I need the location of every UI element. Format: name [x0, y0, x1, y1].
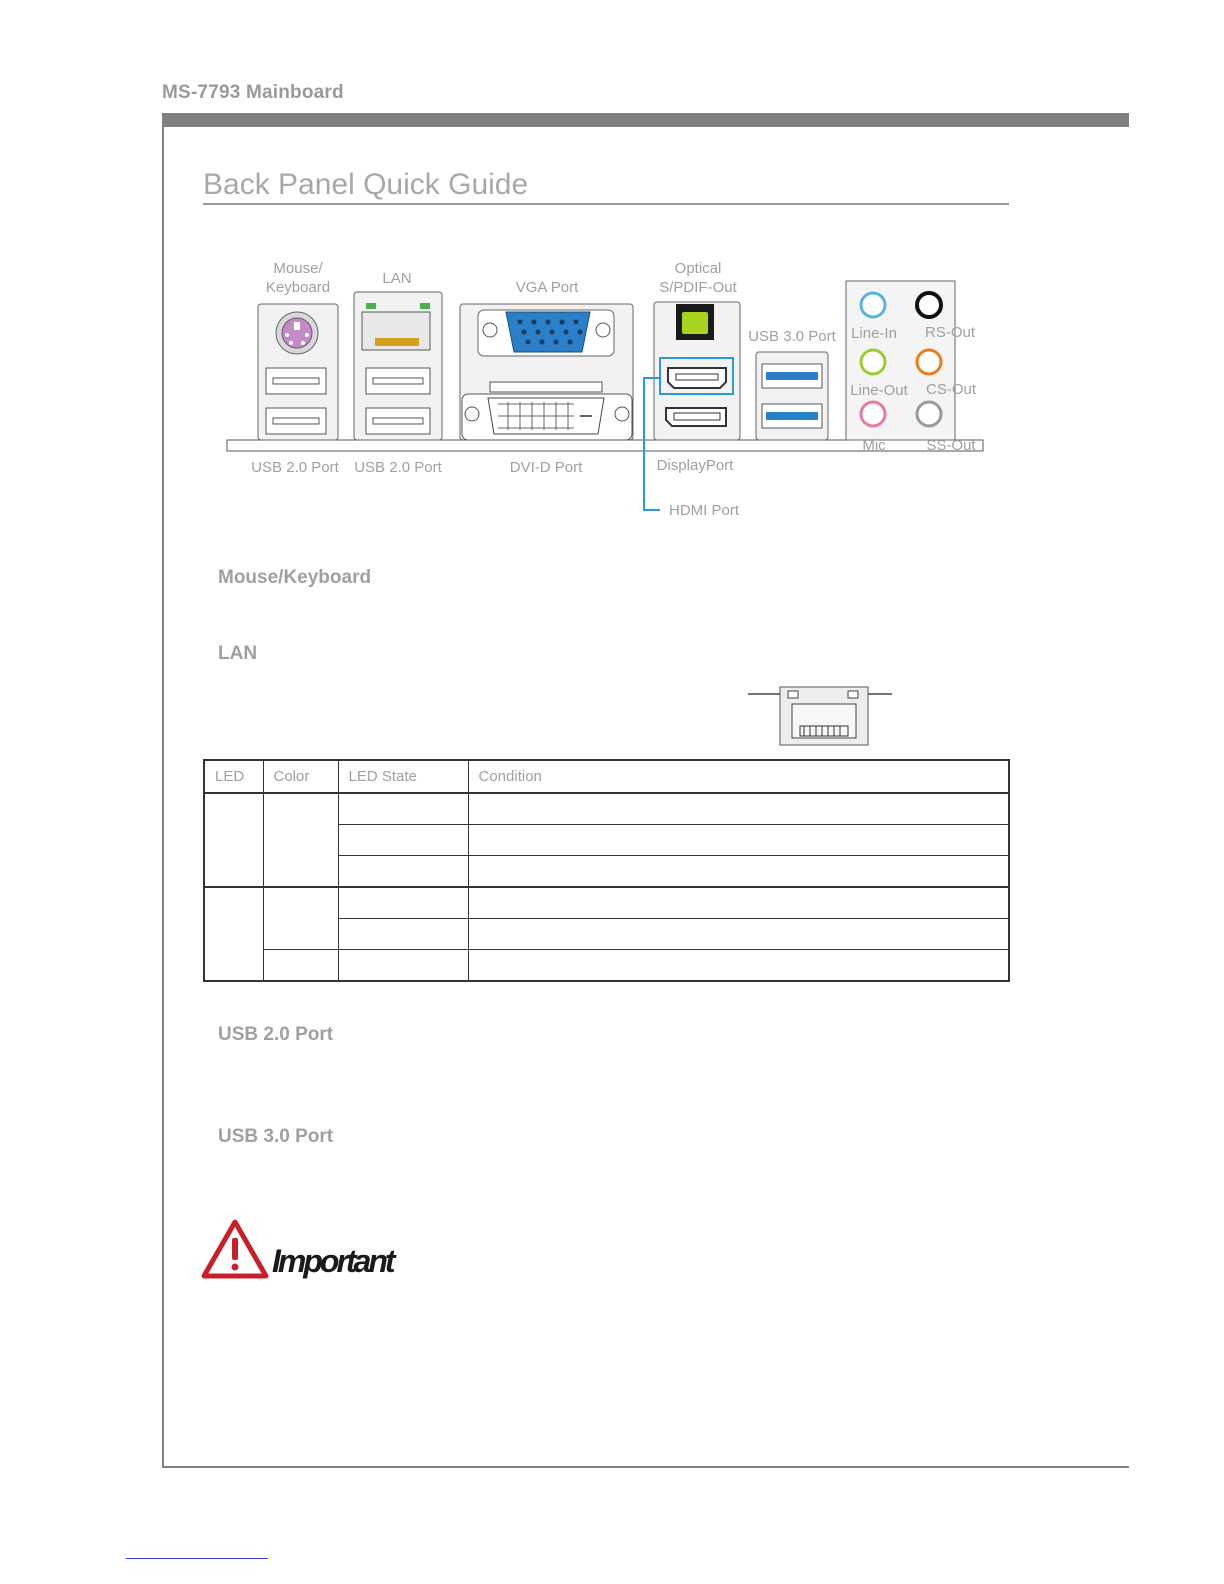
- usb-port: [366, 408, 430, 434]
- table-header-cell: LED State: [338, 760, 468, 793]
- usb20-label: USB 2.0 Port: [251, 459, 339, 476]
- table-cell: [338, 856, 468, 888]
- usb-port: [266, 368, 326, 394]
- hdmi-label: HDMI Port: [668, 502, 739, 519]
- table-header-cell: Condition: [468, 760, 1009, 793]
- table-cell: [338, 950, 468, 982]
- usb30-block: [756, 352, 828, 440]
- table-header-cell: Color: [263, 760, 338, 793]
- led-table: [203, 759, 1010, 982]
- table-cell: [263, 887, 338, 950]
- cs-out-label: CS-Out: [925, 381, 976, 398]
- line-in-jack: [861, 293, 885, 317]
- lan-led-diagram: [740, 682, 900, 752]
- bottom-rule: [162, 1466, 1129, 1468]
- section-usb30: USB 3.0 Port: [218, 1126, 334, 1147]
- table-cell: [263, 950, 338, 982]
- lan-usb-block: [354, 292, 442, 440]
- table-cell: [338, 825, 468, 856]
- mic-label: Mic: [862, 437, 886, 454]
- lan-led: [420, 303, 430, 309]
- displayport-label: DisplayPort: [656, 457, 734, 474]
- rs-out-label: RS-Out: [924, 324, 975, 341]
- hdmi-port: [668, 368, 726, 388]
- section-lan: LAN: [218, 643, 258, 664]
- lan-led: [366, 303, 376, 309]
- table-cell: [204, 887, 263, 981]
- section-usb20: USB 2.0 Port: [218, 1024, 334, 1045]
- usb20-label: USB 2.0 Port: [354, 459, 442, 476]
- table-cell: [204, 793, 263, 887]
- lan-label: LAN: [382, 270, 412, 287]
- vga-dvi-block: [460, 304, 633, 440]
- table-cell: [468, 950, 1009, 982]
- line-out-jack: [861, 350, 885, 374]
- table-cell: [263, 793, 338, 887]
- table-cell: [338, 887, 468, 919]
- warning-icon: [200, 1218, 270, 1280]
- important-label: Important: [272, 1243, 393, 1279]
- audio-block: [846, 281, 955, 440]
- back-panel-diagram: [0, 0, 1224, 560]
- table-cell: [468, 856, 1009, 888]
- table-row: [204, 950, 1009, 982]
- mic-jack: [861, 402, 885, 426]
- ps2-usb-block: [258, 304, 338, 440]
- mouse-keyboard-label: Mouse/ Keyboard: [265, 260, 331, 296]
- usb-port: [366, 368, 430, 394]
- ss-out-jack: [917, 402, 941, 426]
- optical-hdmi-dp-block: [654, 302, 740, 440]
- cs-out-jack: [917, 350, 941, 374]
- rs-out-jack: [917, 293, 941, 317]
- line-in-label: Line-In: [851, 325, 897, 342]
- table-cell: [468, 919, 1009, 950]
- usb-port: [266, 408, 326, 434]
- table-cell: [468, 793, 1009, 825]
- ss-out-label: SS-Out: [926, 437, 976, 454]
- page-title: Back Panel Quick Guide: [203, 168, 529, 201]
- vga-label: VGA Port: [515, 279, 579, 296]
- table-cell: [338, 793, 468, 825]
- footer-link-underline: [126, 1558, 268, 1559]
- line-out-label: Line-Out: [850, 382, 908, 399]
- usb30-label: USB 3.0 Port: [748, 328, 836, 345]
- displayport-port: [666, 408, 726, 426]
- vga-port: [506, 312, 590, 352]
- header-title: MS-7793 Mainboard: [162, 82, 344, 103]
- table-header-row: [204, 760, 1009, 793]
- table-cell: [468, 825, 1009, 856]
- table-cell: [338, 919, 468, 950]
- table-cell: [468, 887, 1009, 919]
- section-mouse-keyboard: Mouse/Keyboard: [218, 567, 372, 588]
- optical-label: Optical S/PDIF-Out: [659, 260, 737, 296]
- table-row: [204, 887, 1009, 919]
- table-header-cell: LED: [204, 760, 263, 793]
- dvi-label: DVI-D Port: [509, 459, 583, 476]
- table-row: [204, 793, 1009, 825]
